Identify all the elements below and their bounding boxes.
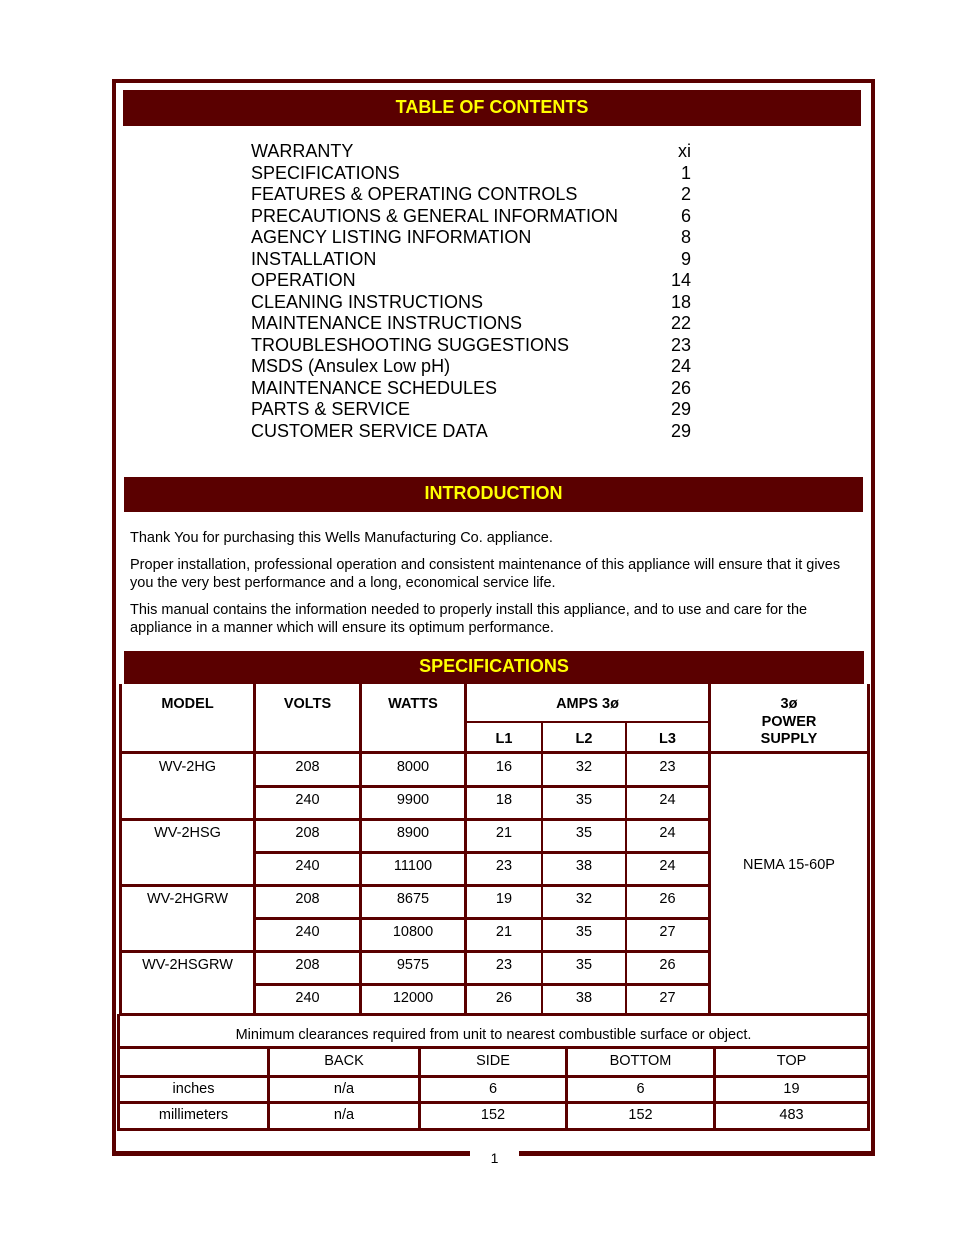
table-cell: 23: [495, 957, 513, 973]
table-rule: [255, 785, 709, 788]
toc-entry-label: CLEANING INSTRUCTIONS: [251, 291, 484, 312]
clearance-cell: 6: [488, 1081, 498, 1097]
clearance-cell: 152: [480, 1107, 506, 1123]
clearance-header: BOTTOM: [609, 1053, 672, 1069]
table-rule: [119, 884, 711, 887]
toc-entry-page: xi: [678, 141, 691, 161]
table-cell: 26: [659, 957, 676, 973]
table-rule: [466, 721, 709, 723]
table-cell: 35: [575, 957, 593, 973]
model-name: WV-2HGRW: [146, 891, 229, 907]
table-rule: [119, 818, 711, 821]
header-volts: VOLTS: [283, 696, 332, 712]
table-rule: [117, 1128, 870, 1131]
table-cell: 240: [295, 792, 320, 808]
clearance-header: SIDE: [476, 1053, 510, 1069]
toc-entry: [251, 206, 691, 228]
toc-entry: [251, 163, 691, 185]
model-name: WV-2HSGRW: [142, 957, 233, 973]
table-cell: 26: [495, 990, 513, 1006]
clearance-cell: millimeters: [158, 1107, 229, 1123]
table-rule: [255, 851, 709, 854]
toc-entry-page: 29: [670, 420, 691, 441]
table-cell: 35: [575, 924, 593, 940]
toc-entry-label: INSTALLATION: [251, 248, 377, 269]
toc-entry: [251, 399, 691, 421]
toc-entry-label: PARTS & SERVICE: [251, 399, 411, 419]
toc-entry-page: 8: [680, 227, 691, 247]
page-number: 1: [490, 1150, 499, 1166]
clearance-header: BACK: [324, 1053, 364, 1069]
toc-entry-page: 6: [680, 205, 691, 226]
toc-entry: [251, 378, 691, 400]
toc-entry-label: WARRANTY: [251, 141, 354, 161]
toc-entry: [251, 270, 691, 292]
header-power-2: POWER: [761, 714, 817, 730]
clearance-header: TOP: [776, 1053, 807, 1069]
intro-paragraph-2: Proper installation, professional operation and consistent maintenance of this appliance will ensure that it gives you the very best performance and a long, economical service life.: [130, 557, 841, 591]
table-cell: 8900: [396, 825, 430, 841]
header-l3: L3: [659, 731, 676, 747]
clearance-cell: inches: [172, 1081, 215, 1097]
table-cell: 21: [495, 825, 513, 841]
toc-entry: [251, 292, 691, 314]
toc-entry-page: 1: [680, 162, 691, 183]
toc-entry-page: 26: [670, 377, 691, 398]
table-cell: 11100: [393, 858, 433, 874]
header-power-3: SUPPLY: [760, 731, 818, 747]
toc-entry-label: PRECAUTIONS & GENERAL INFORMATION: [251, 205, 619, 226]
toc-entry: [251, 249, 691, 271]
table-cell: 19: [495, 891, 513, 907]
power-supply-value: NEMA 15-60P: [743, 857, 835, 873]
table-cell: 8675: [396, 891, 430, 907]
specs-title: SPECIFICATIONS: [124, 651, 864, 684]
intro-paragraph-1: Thank You for purchasing this Wells Manufacturing Co. appliance.: [130, 530, 553, 546]
toc-entry-page: 29: [670, 399, 691, 419]
table-cell: 240: [295, 858, 320, 874]
frame-bottom-left: [112, 1151, 470, 1156]
toc-entry-page: 22: [670, 313, 691, 333]
toc-entry-label: CUSTOMER SERVICE DATA: [251, 420, 488, 441]
table-cell: 208: [295, 957, 320, 973]
table-rule: [867, 1014, 870, 1131]
table-cell: 8000: [396, 759, 430, 775]
table-cell: 35: [575, 792, 593, 808]
clearance-caption: Minimum clearances required from unit to nearest combustible surface or object.: [235, 1027, 752, 1043]
header-l1: L1: [495, 731, 513, 747]
toc-entry: [251, 335, 691, 357]
table-cell: 18: [495, 792, 513, 808]
header-l2: L2: [575, 731, 593, 747]
table-cell: 38: [575, 858, 593, 874]
table-cell: 10800: [392, 924, 434, 940]
toc-entry-page: 18: [670, 291, 691, 312]
clearance-cell: n/a: [333, 1081, 355, 1097]
toc-entry: [251, 356, 691, 378]
toc-entry: [251, 227, 691, 249]
model-name: WV-2HSG: [154, 825, 221, 841]
toc-entry-label: MAINTENANCE SCHEDULES: [251, 377, 498, 398]
table-cell: 16: [495, 759, 513, 775]
table-cell: 208: [295, 825, 320, 841]
table-rule: [867, 684, 870, 1015]
toc-entry-label: MSDS (Ansulex Low pH): [251, 356, 451, 376]
header-power-1: 3ø: [780, 696, 798, 712]
model-name: WV-2HG: [158, 759, 217, 775]
toc-entry-label: OPERATION: [251, 270, 356, 290]
table-cell: 23: [659, 759, 676, 775]
table-cell: 24: [659, 792, 676, 808]
clearance-cell: 19: [783, 1081, 800, 1097]
table-cell: 26: [659, 891, 676, 907]
toc-entry-page: 9: [680, 248, 691, 269]
toc-entry-label: AGENCY LISTING INFORMATION: [251, 227, 532, 247]
intro-title: INTRODUCTION: [124, 477, 863, 512]
table-cell: 23: [495, 858, 513, 874]
clearance-cell: 6: [636, 1081, 645, 1097]
table-cell: 27: [659, 990, 676, 1006]
table-cell: 240: [295, 990, 320, 1006]
clearance-cell: 483: [779, 1107, 804, 1123]
toc-entry: [251, 313, 691, 335]
table-cell: 9575: [396, 957, 430, 973]
toc-title: TABLE OF CONTENTS: [123, 90, 861, 126]
table-cell: 32: [575, 759, 593, 775]
header-model: MODEL: [161, 696, 214, 712]
table-cell: 35: [575, 825, 593, 841]
table-rule: [117, 1075, 870, 1078]
table-rule: [255, 917, 709, 920]
table-cell: 240: [295, 924, 320, 940]
table-cell: 208: [295, 759, 320, 775]
toc-entry-page: 14: [670, 270, 691, 290]
table-cell: 208: [295, 891, 320, 907]
table-cell: 24: [659, 858, 676, 874]
table-rule: [117, 1046, 870, 1049]
toc-entry: [251, 184, 691, 206]
table-rule: [255, 983, 709, 986]
toc-entry-label: MAINTENANCE INSTRUCTIONS: [251, 313, 523, 333]
table-cell: 27: [659, 924, 676, 940]
clearance-cell: n/a: [333, 1107, 355, 1123]
table-cell: 21: [495, 924, 513, 940]
intro-paragraph-3: This manual contains the information needed to properly install this appliance, and to use and care for the appliance in a manner which will ensure its optimum performance.: [130, 602, 808, 636]
clearance-cell: 152: [628, 1107, 653, 1123]
table-rule: [119, 1013, 870, 1016]
header-watts: WATTS: [388, 696, 438, 712]
toc-list: [251, 141, 691, 442]
table-cell: 24: [659, 825, 676, 841]
toc-entry-page: 24: [670, 356, 691, 376]
toc-entry-page: 23: [670, 334, 691, 355]
table-rule: [119, 950, 711, 953]
table-rule: [119, 751, 870, 754]
table-cell: 38: [575, 990, 593, 1006]
table-rule: [117, 1101, 870, 1104]
table-cell: 32: [575, 891, 593, 907]
header-amps: AMPS 3ø: [556, 696, 619, 712]
table-cell: 9900: [396, 792, 430, 808]
toc-entry-page: 2: [680, 184, 691, 204]
toc-entry: [251, 421, 691, 443]
table-cell: 12000: [392, 990, 434, 1006]
toc-entry-label: FEATURES & OPERATING CONTROLS: [251, 184, 578, 204]
toc-entry-label: TROUBLESHOOTING SUGGESTIONS: [251, 334, 570, 355]
toc-entry-label: SPECIFICATIONS: [251, 162, 400, 183]
toc-entry: [251, 141, 691, 163]
frame-bottom-right: [519, 1151, 875, 1156]
